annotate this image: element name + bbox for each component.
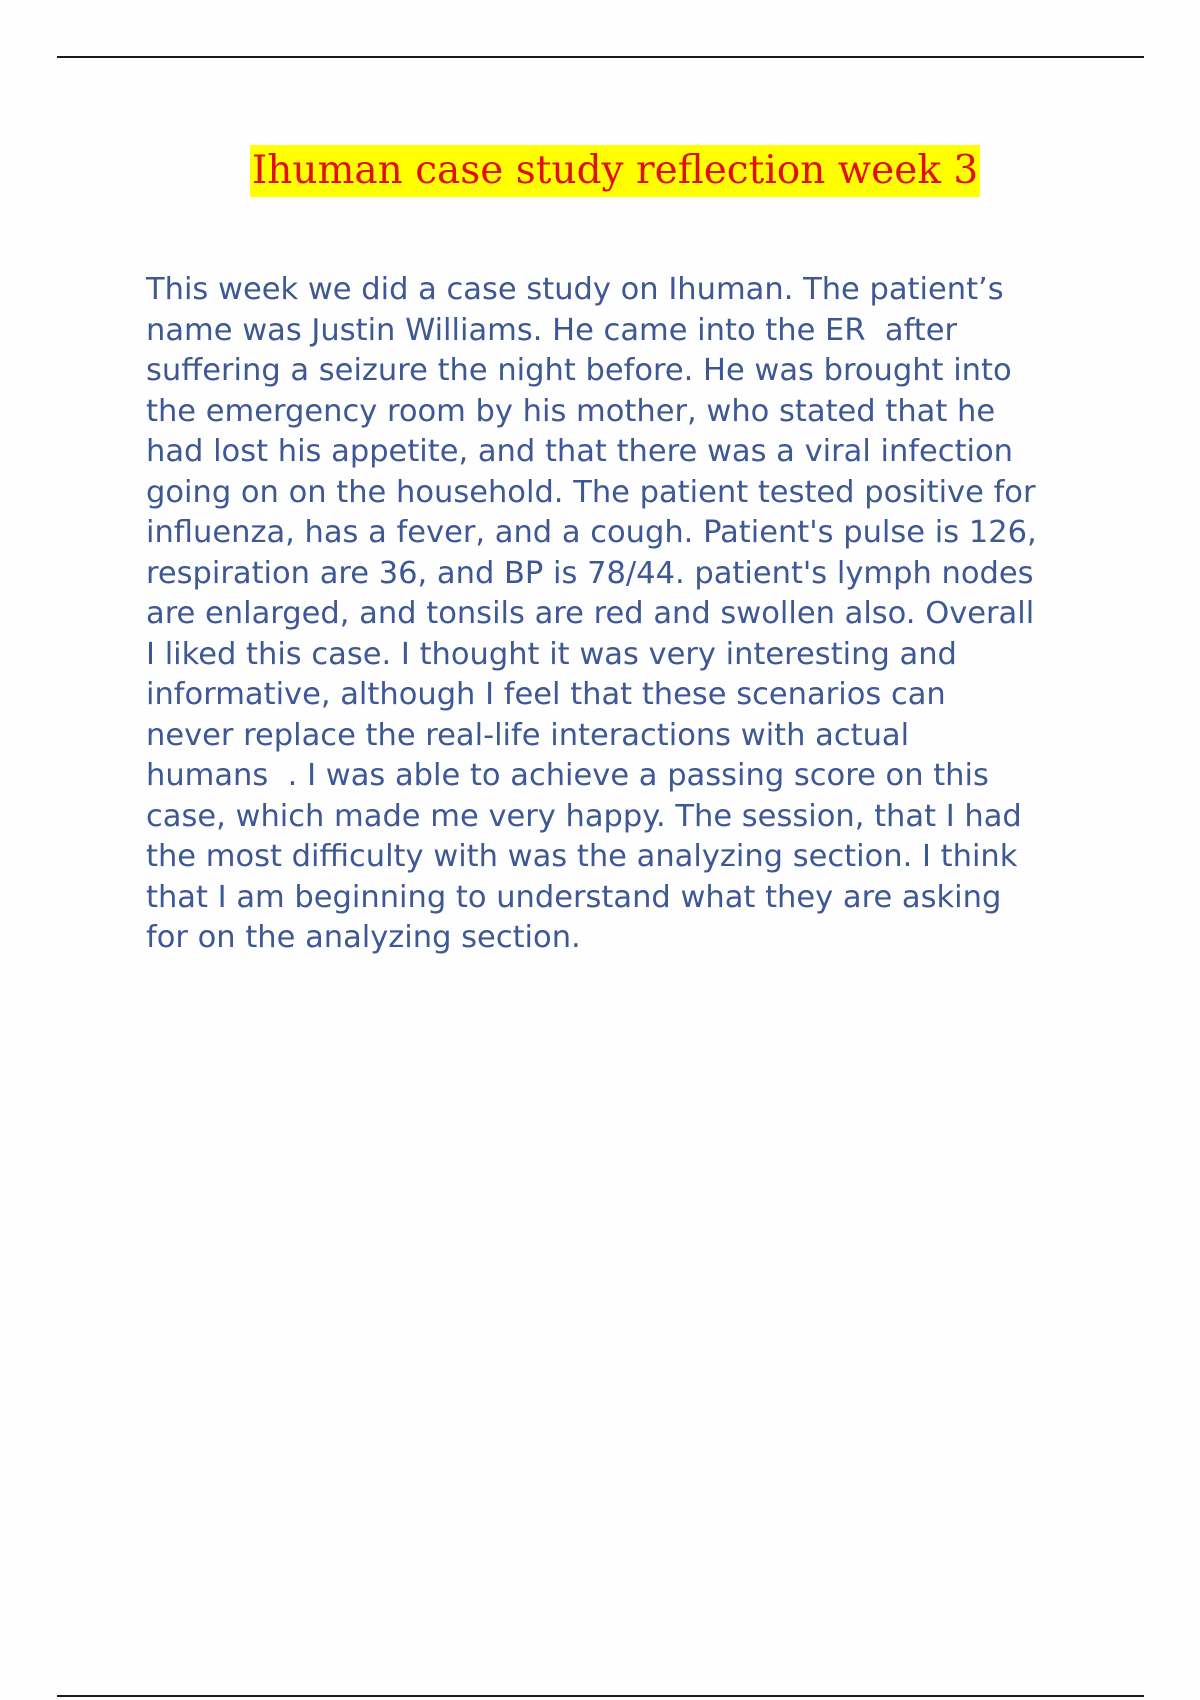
paragraph-line: name was Justin Williams. He came into the ER after <box>146 312 958 348</box>
paragraph-line: influenza, has a fever, and a cough. Patient's pulse is 126, <box>146 515 1037 550</box>
paragraph-line: are enlarged, and tonsils are red and swollen also. Overall <box>146 596 1035 631</box>
paragraph-line: going on on the household. The patient tested positive for <box>146 474 1036 510</box>
bottom-rule <box>57 1695 1144 1697</box>
top-rule <box>57 56 1144 58</box>
reflection-paragraph <box>146 270 1101 959</box>
paragraph-line: that I am beginning to understand what they are asking <box>146 879 1002 915</box>
paragraph-line: the emergency room by his mother, who stated that he <box>146 393 996 429</box>
paragraph-line: the most difficulty with was the analyzing section. I think <box>146 839 1018 874</box>
paragraph-line: humans . I was able to achieve a passing score on this <box>146 758 989 793</box>
paragraph-line: This week we did a case study on Ihuman. The patient’s <box>146 272 1004 307</box>
paragraph-line: for on the analyzing section. <box>146 920 581 955</box>
paragraph-line: informative, although I feel that these scenarios can <box>146 677 946 712</box>
paragraph-line: never replace the real-life interactions with actual <box>146 717 910 753</box>
paragraph-line: I liked this case. I thought it was very interesting and <box>146 636 957 672</box>
document-title: Ihuman case study reflection week 3 <box>250 145 980 197</box>
paragraph-line: suffering a seizure the night before. He was brought into <box>146 353 1012 388</box>
paragraph-line: case, which made me very happy. The session, that I had <box>146 798 1022 834</box>
paragraph-line: had lost his appetite, and that there was a viral infection <box>146 434 1013 469</box>
title-container <box>0 145 1200 197</box>
paragraph-line: respiration are 36, and BP is 78/44. patient's lymph nodes <box>146 555 1034 591</box>
